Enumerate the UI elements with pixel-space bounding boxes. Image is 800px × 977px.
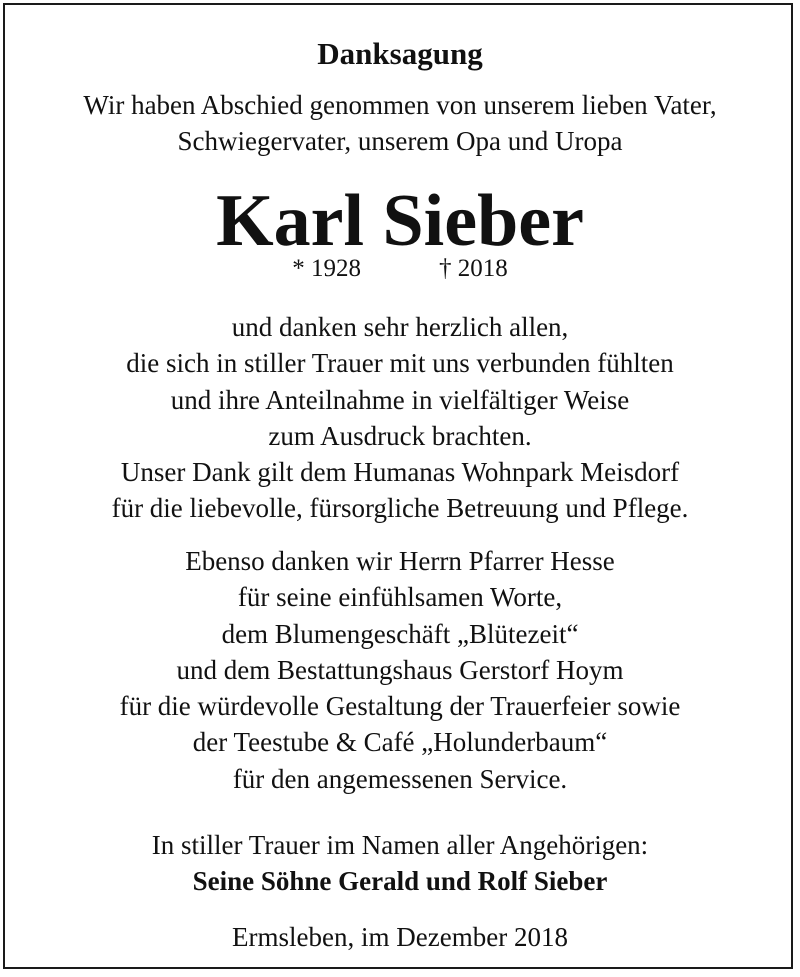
- further-thanks-line: für die würdevolle Gestaltung der Trauerfeier sowie: [119, 691, 681, 722]
- thanks-line: und ihre Anteilnahme in vielfältiger Weise: [170, 384, 630, 415]
- further-thanks-paragraph: [3, 543, 797, 797]
- thanks-line: zum Ausdruck brachten.: [268, 420, 532, 451]
- thanks-line: Unser Dank gilt dem Humanas Wohnpark Meisdorf: [120, 457, 680, 488]
- intro-line: Wir haben Abschied genommen von unserem lieben Vater,: [83, 90, 717, 120]
- intro-text: [3, 87, 797, 159]
- further-thanks-line: für seine einfühlsamen Worte,: [237, 582, 563, 613]
- thanks-line: die sich in stiller Trauer mit uns verbunden fühlten: [126, 348, 674, 379]
- mourners-intro: In stiller Trauer im Namen aller Angehörigen:: [151, 830, 649, 860]
- thanks-line: und danken sehr herzlich allen,: [231, 312, 569, 342]
- intro-line: Schwiegervater, unserem Opa und Uropa: [177, 126, 623, 156]
- signers-names: Seine Söhne Gerald und Rolf Sieber: [192, 866, 608, 897]
- further-thanks-line: Ebenso danken wir Herrn Pfarrer Hesse: [185, 546, 615, 576]
- notice-heading: Danksagung: [317, 36, 483, 71]
- deceased-name: Karl Sieber: [216, 180, 584, 262]
- further-thanks-line: und dem Bestattungshaus Gerstorf Hoym: [176, 654, 624, 685]
- death-year: † 2018: [439, 255, 508, 282]
- place-date: Ermsleben, im Dezember 2018: [232, 922, 568, 952]
- thanks-paragraph: [3, 309, 797, 527]
- birth-year: * 1928: [292, 255, 361, 282]
- thanks-line: für die liebevolle, fürsorgliche Betreuung und Pflege.: [111, 493, 689, 524]
- mourners-block: [3, 827, 797, 900]
- further-thanks-line: dem Blumengeschäft „Blütezeit“: [221, 618, 579, 649]
- further-thanks-line: für den angemessenen Service.: [232, 763, 568, 794]
- further-thanks-line: der Teestube & Café „Holunderbaum“: [192, 727, 608, 758]
- life-dates: [3, 253, 797, 285]
